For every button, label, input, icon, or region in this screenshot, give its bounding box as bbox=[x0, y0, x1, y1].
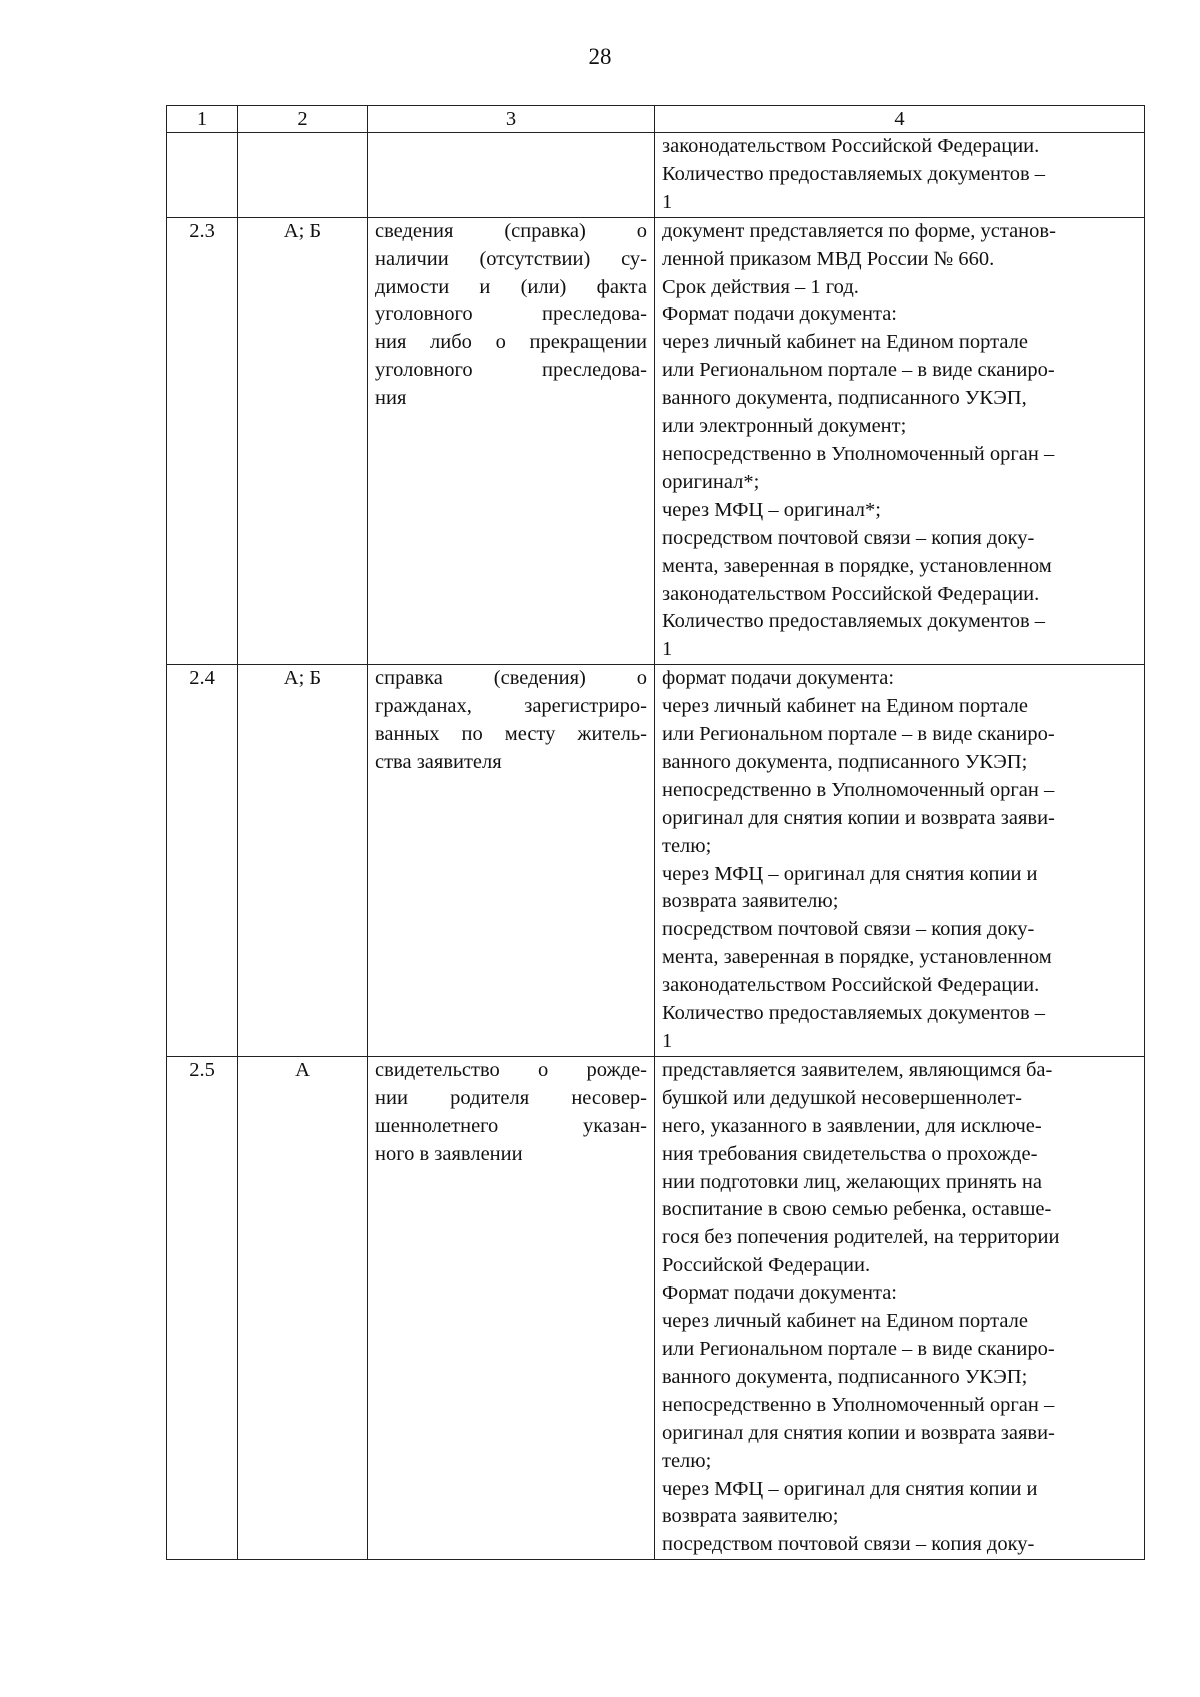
table-header-row bbox=[167, 106, 1145, 133]
description-line: через МФЦ – оригинал для снятия копии и bbox=[662, 1477, 1038, 1500]
page-number: 28 bbox=[588, 44, 612, 69]
documents-table bbox=[166, 105, 1145, 1560]
description-line: телю; bbox=[662, 1449, 712, 1472]
document-name-line: ванных по месту житель- bbox=[375, 723, 647, 746]
document-name-line: гражданах, зарегистриро- bbox=[375, 695, 647, 718]
document-description bbox=[655, 217, 1145, 665]
document-description bbox=[655, 1056, 1145, 1559]
description-line: оригинал*; bbox=[662, 470, 760, 493]
row-number: 2.5 bbox=[167, 1056, 238, 1559]
document-name-line: димости и (или) факта bbox=[375, 275, 647, 298]
document-name-line: ния либо о прекращении bbox=[375, 331, 647, 354]
column-header-2: 2 bbox=[238, 106, 368, 133]
row-number bbox=[167, 133, 238, 218]
table-row bbox=[167, 217, 1145, 665]
description-line: него, указанного в заявлении, для исключе- bbox=[662, 1114, 1042, 1137]
description-line: Количество предоставляемых документов – bbox=[662, 1002, 1046, 1025]
document-name-line: свидетельство о рожде- bbox=[375, 1058, 647, 1081]
document-name bbox=[368, 1056, 655, 1559]
table-body bbox=[167, 133, 1145, 1560]
description-line: через МФЦ – оригинал*; bbox=[662, 498, 881, 521]
row-category bbox=[238, 133, 368, 218]
description-line: возврата заявителю; bbox=[662, 1505, 839, 1528]
row-category: А; Б bbox=[238, 665, 368, 1057]
document-description bbox=[655, 665, 1145, 1057]
document-name-line: уголовного преследова- bbox=[375, 359, 647, 382]
document-name bbox=[368, 665, 655, 1057]
description-line: посредством почтовой связи – копия доку- bbox=[662, 918, 1035, 941]
document-name-line: сведения (справка) о bbox=[375, 219, 647, 242]
description-line: 1 bbox=[662, 638, 673, 661]
document-description bbox=[655, 133, 1145, 218]
description-line: посредством почтовой связи – копия доку- bbox=[662, 526, 1035, 549]
description-line: 1 bbox=[662, 190, 673, 213]
description-line: законодательством Российской Федерации. bbox=[662, 135, 1040, 157]
description-line: мента, заверенная в порядке, установленном bbox=[662, 946, 1052, 969]
description-line: непосредственно в Уполномоченный орган – bbox=[662, 778, 1055, 801]
table-row bbox=[167, 665, 1145, 1057]
document-name-line: наличии (отсутствии) су- bbox=[375, 247, 647, 270]
description-line: или электронный документ; bbox=[662, 415, 907, 438]
description-line: оригинал для снятия копии и возврата заяви- bbox=[662, 806, 1055, 829]
row-category: А; Б bbox=[238, 217, 368, 665]
description-line: нии подготовки лиц, желающих принять на bbox=[662, 1170, 1042, 1193]
description-line: через личный кабинет на Едином портале bbox=[662, 1310, 1028, 1333]
description-line: непосредственно в Уполномоченный орган – bbox=[662, 1393, 1055, 1416]
document-name-line: ного в заявлении bbox=[375, 1142, 523, 1165]
description-line: воспитание в свою семью ребенка, оставше- bbox=[662, 1198, 1052, 1221]
description-line: или Региональном портале – в виде сканиро- bbox=[662, 723, 1055, 746]
description-line: законодательством Российской Федерации. bbox=[662, 974, 1040, 997]
row-number: 2.4 bbox=[167, 665, 238, 1057]
description-line: Количество предоставляемых документов – bbox=[662, 162, 1046, 185]
description-line: бушкой или дедушкой несовершеннолет- bbox=[662, 1086, 1022, 1109]
description-line: Формат подачи документа: bbox=[662, 1282, 897, 1305]
description-line: оригинал для снятия копии и возврата заяви- bbox=[662, 1421, 1055, 1444]
description-line: посредством почтовой связи – копия доку- bbox=[662, 1533, 1035, 1556]
description-line: или Региональном портале – в виде сканиро- bbox=[662, 1337, 1055, 1360]
description-line: ленной приказом МВД России № 660. bbox=[662, 247, 995, 270]
description-line: представляется заявителем, являющимся ба- bbox=[662, 1058, 1053, 1081]
description-line: ванного документа, подписанного УКЭП; bbox=[662, 1365, 1028, 1388]
column-header-1: 1 bbox=[167, 106, 238, 133]
document-name-line: справка (сведения) о bbox=[375, 667, 647, 690]
description-line: документ представляется по форме, установ- bbox=[662, 219, 1056, 242]
description-line: или Региональном портале – в виде сканиро- bbox=[662, 359, 1055, 382]
description-line: ванного документа, подписанного УКЭП; bbox=[662, 750, 1028, 773]
description-line: мента, заверенная в порядке, установленном bbox=[662, 554, 1052, 577]
description-line: Срок действия – 1 год. bbox=[662, 275, 859, 298]
table-row bbox=[167, 1056, 1145, 1559]
description-line: телю; bbox=[662, 834, 712, 857]
description-line: возврата заявителю; bbox=[662, 890, 839, 913]
column-header-3: 3 bbox=[368, 106, 655, 133]
document-name-line: ния bbox=[375, 387, 407, 410]
document-name-line: шеннолетнего указан- bbox=[375, 1114, 647, 1137]
description-line: Формат подачи документа: bbox=[662, 303, 897, 326]
description-line: через МФЦ – оригинал для снятия копии и bbox=[662, 862, 1038, 885]
description-line: ния требования свидетельства о прохожде- bbox=[662, 1142, 1038, 1165]
description-line: гося без попечения родителей, на территории bbox=[662, 1226, 1060, 1249]
document-name bbox=[368, 217, 655, 665]
description-line: через личный кабинет на Едином портале bbox=[662, 695, 1028, 718]
description-line: Количество предоставляемых документов – bbox=[662, 610, 1046, 633]
description-line: непосредственно в Уполномоченный орган – bbox=[662, 442, 1055, 465]
description-line: через личный кабинет на Едином портале bbox=[662, 331, 1028, 354]
description-line: Российской Федерации. bbox=[662, 1254, 871, 1277]
document-name bbox=[368, 133, 655, 218]
document-name-line: уголовного преследова- bbox=[375, 303, 647, 326]
row-number: 2.3 bbox=[167, 217, 238, 665]
table-row bbox=[167, 133, 1145, 218]
column-header-4: 4 bbox=[655, 106, 1145, 133]
row-category: А bbox=[238, 1056, 368, 1559]
document-name-line: ства заявителя bbox=[375, 750, 502, 773]
description-line: 1 bbox=[662, 1030, 673, 1052]
description-line: ванного документа, подписанного УКЭП, bbox=[662, 387, 1027, 410]
description-line: формат подачи документа: bbox=[662, 667, 895, 690]
document-name-line: нии родителя несовер- bbox=[375, 1086, 647, 1109]
description-line: законодательством Российской Федерации. bbox=[662, 582, 1040, 605]
